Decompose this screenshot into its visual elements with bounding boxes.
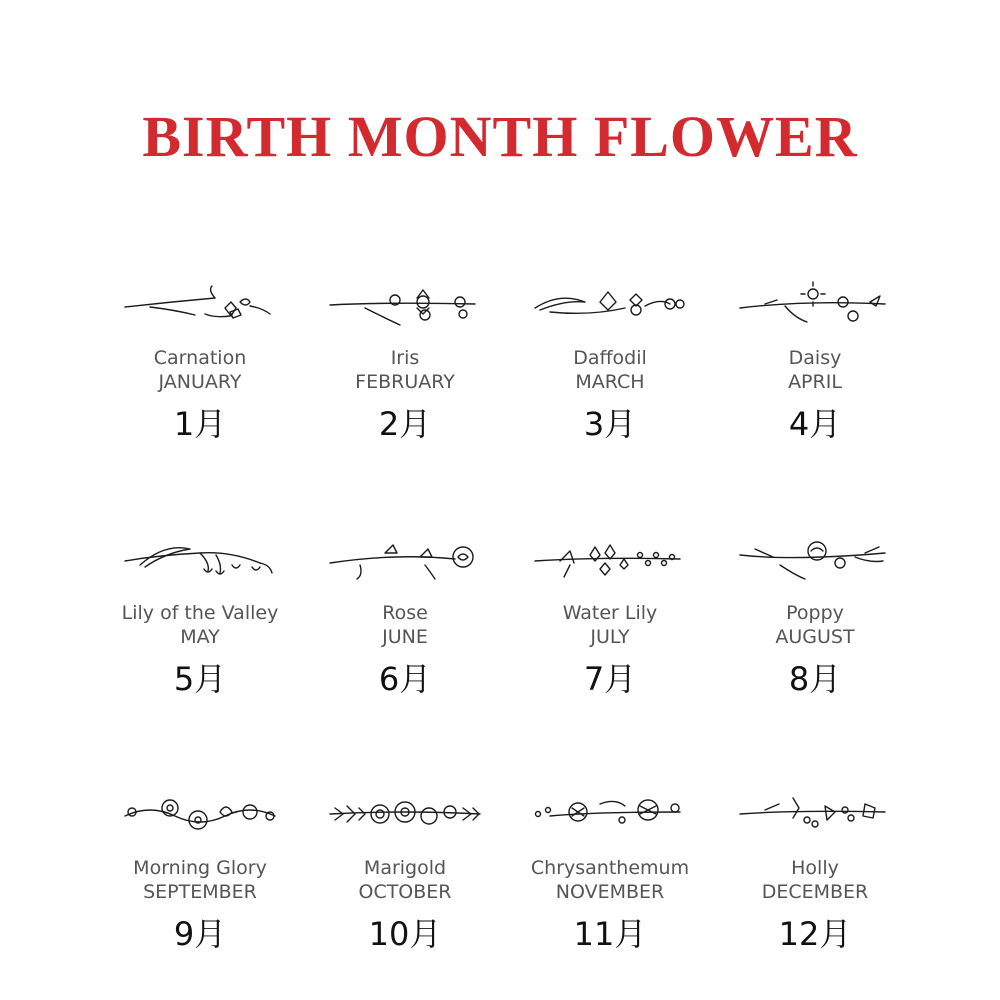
month-card-march: [510, 280, 710, 444]
morning-glory-sprig-icon: [120, 790, 280, 840]
month-number-label: 2月: [378, 405, 432, 443]
flower-name: Carnation: [153, 347, 247, 369]
month-card-november: [510, 790, 710, 954]
month-name: APRIL: [788, 371, 842, 393]
flower-grid: [100, 280, 920, 980]
flower-name: Daisy: [788, 347, 842, 369]
month-number-label: 10月: [368, 915, 442, 953]
month-name: OCTOBER: [358, 881, 452, 903]
month-card-april: [715, 280, 915, 444]
flower-name: Poppy: [786, 602, 844, 624]
carnation-sprig-icon: [120, 280, 280, 330]
month-name: NOVEMBER: [555, 881, 665, 903]
poppy-sprig-icon: [735, 535, 895, 585]
month-card-september: [100, 790, 300, 954]
flower-name: Morning Glory: [133, 857, 267, 879]
rose-sprig-icon: [325, 535, 485, 585]
flower-name: Holly: [791, 857, 839, 879]
month-name: SEPTEMBER: [143, 881, 257, 903]
flower-name: Water Lily: [562, 602, 658, 624]
month-number-label: 4月: [788, 405, 842, 443]
month-name: DECEMBER: [761, 881, 869, 903]
month-number-label: 12月: [778, 915, 852, 953]
flower-name: Lily of the Valley: [121, 602, 279, 624]
month-name: JANUARY: [158, 371, 242, 393]
flower-name: Marigold: [363, 857, 447, 879]
month-card-february: [305, 280, 505, 444]
month-name: AUGUST: [775, 626, 855, 648]
holly-sprig-icon: [735, 790, 895, 840]
month-card-july: [510, 535, 710, 699]
lily-of-the-valley-sprig-icon: [120, 535, 280, 585]
iris-sprig-icon: [325, 280, 485, 330]
flower-name: Rose: [382, 602, 428, 624]
month-number-label: 11月: [573, 915, 647, 953]
month-number-label: 3月: [583, 405, 637, 443]
month-number-label: 5月: [173, 660, 227, 698]
water-lily-sprig-icon: [530, 535, 690, 585]
month-card-june: [305, 535, 505, 699]
month-card-october: [305, 790, 505, 954]
month-name: MARCH: [575, 371, 645, 393]
marigold-sprig-icon: [325, 790, 485, 840]
flower-name: Chrysanthemum: [530, 857, 690, 879]
month-name: FEBRUARY: [355, 371, 455, 393]
month-card-december: [715, 790, 915, 954]
month-name: JULY: [590, 626, 630, 648]
month-card-may: [100, 535, 300, 699]
month-number-label: 8月: [788, 660, 842, 698]
month-name: MAY: [180, 626, 220, 648]
month-name: JUNE: [382, 626, 428, 648]
month-number-label: 9月: [173, 915, 227, 953]
daisy-sprig-icon: [735, 280, 895, 330]
month-number-label: 1月: [173, 405, 227, 443]
page-title: BIRTH MONTH FLOWER: [142, 104, 858, 169]
month-card-january: [100, 280, 300, 444]
month-number-label: 7月: [583, 660, 637, 698]
flower-name: Daffodil: [573, 347, 647, 369]
month-number-label: 6月: [378, 660, 432, 698]
flower-name: Iris: [390, 347, 420, 369]
month-card-august: [715, 535, 915, 699]
daffodil-sprig-icon: [530, 280, 690, 330]
chrysanthemum-sprig-icon: [530, 790, 690, 840]
